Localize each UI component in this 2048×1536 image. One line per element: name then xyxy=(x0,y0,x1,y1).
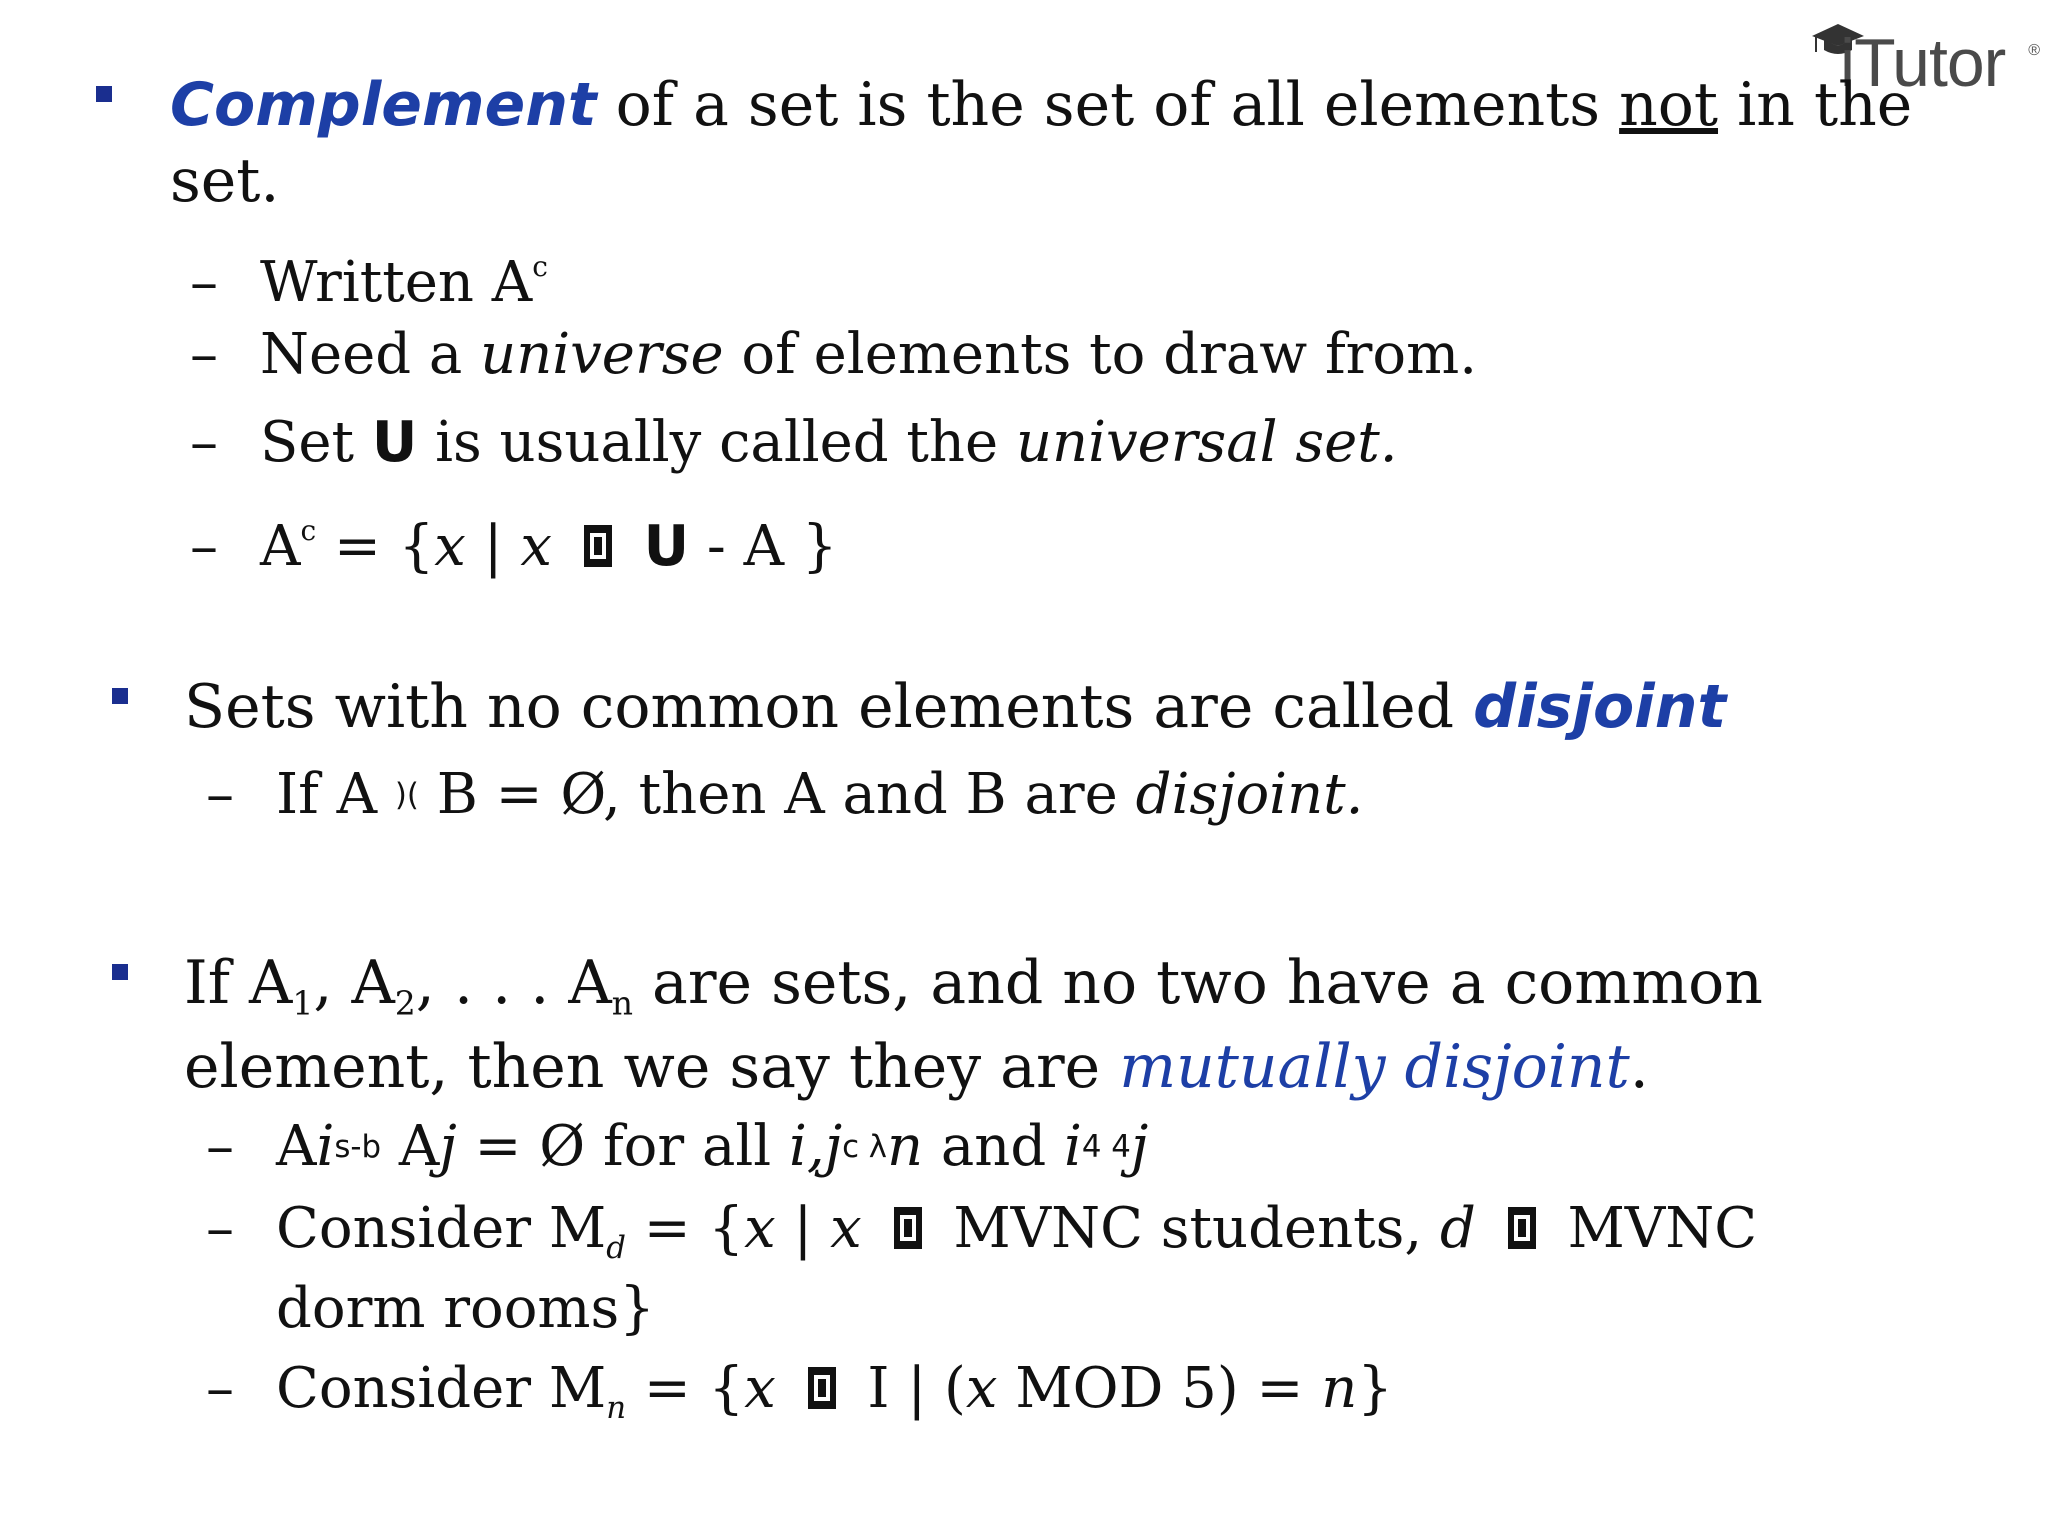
complement-term: Complement xyxy=(170,70,597,140)
missing-element-of-glyph-icon xyxy=(1504,1205,1540,1251)
bullet-marker xyxy=(96,86,112,102)
bullet1-sub4: – $A^c = \{x$ | x U - A } xyxy=(190,514,838,580)
bullet3-sub1: – Ais-b Aj = Ø for all i,jc λn and i4 4j xyxy=(206,1112,1148,1182)
not-equal-glyph: 4 4 xyxy=(1081,1129,1131,1166)
missing-element-of-glyph-icon xyxy=(580,523,616,569)
disjoint-term: disjoint xyxy=(1473,672,1727,742)
bullet3-sub3: – Consider Mn = {x I | (x MOD 5) = n} xyxy=(206,1356,1393,1426)
bullet3-line2: element, then we say they are mutually disjoint. xyxy=(184,1032,1649,1102)
intersection-glyph: )( xyxy=(394,777,419,814)
bullet-marker xyxy=(112,964,128,980)
mutually-disjoint-term: mutually disjoint xyxy=(1119,1032,1630,1102)
less-equal-glyph: c λ xyxy=(842,1129,888,1166)
bullet3-line1: If A1, A2, . . . An are sets, and no two have a common xyxy=(184,948,1763,1023)
intersection-glyph: s-b xyxy=(334,1129,382,1166)
bullet1-sub2: – Need a universe of elements to draw from. xyxy=(190,322,1478,387)
bullet2-sub1: – If A )( B = Ø, then A and B are disjoint. xyxy=(206,760,1363,830)
bullet1-line2: set. xyxy=(170,146,280,216)
bullet1-sub3: – Set U is usually called the universal set. xyxy=(190,410,1398,475)
bullet3-sub2: – Consider Md = {x | x MVNC students, d MVNC xyxy=(206,1196,1758,1266)
bullet2-line1: Sets with no common elements are called disjoint xyxy=(184,672,1727,742)
registered-mark: ® xyxy=(2028,42,2040,59)
bullet1-sub1: – Written $A^c$ xyxy=(190,250,548,316)
bullet1-line1: Complement of a set is the set of all elements not in the xyxy=(170,70,1913,140)
bullet3-sub2-line2: dorm rooms} xyxy=(276,1276,655,1341)
missing-element-of-glyph-icon xyxy=(804,1365,840,1411)
not-underlined: not xyxy=(1619,70,1719,140)
bullet-marker xyxy=(112,688,128,704)
logo-text: iTutor xyxy=(1840,25,2006,101)
missing-element-of-glyph-icon xyxy=(890,1205,926,1251)
